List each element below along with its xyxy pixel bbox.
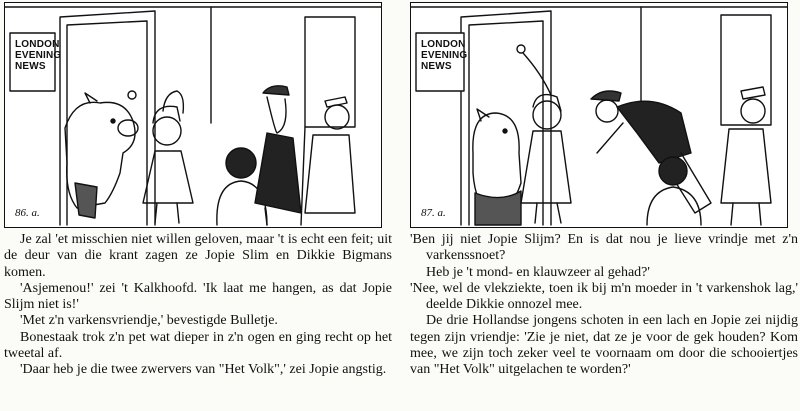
left-illustration — [4, 2, 382, 228]
sign-line: EVENING — [15, 50, 62, 61]
panel-number: 87. a. — [421, 207, 446, 219]
sign-line: LONDON — [15, 39, 60, 50]
right-comic-panel — [410, 2, 798, 379]
right-illustration — [410, 2, 788, 228]
right-drawing — [411, 3, 787, 227]
caption-paragraph: 'Met z'n varkensvriendje,' bevestigde Bulletje. — [20, 313, 278, 329]
caption-paragraph: De drie Hollandse jongens schoten in een lach en Jopie zei nijdig tegen zijn vriendje: 'Zie je niet, dat ze je voor de gek houden? Kom mee, we zijn toch zeker veel te voornaam om door die schooiertjes van "Het Volk" uitgelachen te worden?' — [410, 313, 798, 378]
caption-paragraph: 'Asjemenou!' zei 't Kalkhoofd. 'Ik laat me hangen, as dat Jopie Slijm niet is!' — [4, 280, 392, 313]
left-comic-panel — [4, 2, 392, 379]
caption-paragraph: Je zal 'et misschien niet willen geloven, maar 't is echt een feit; uit de deur van die krant zagen ze Jopie Slim en Dikkie Bigmans komen. — [4, 232, 392, 280]
sign-line: NEWS — [421, 61, 452, 72]
caption-paragraph: Heb je 't mond- en klauwzeer al gehad?' — [426, 264, 650, 280]
right-caption — [410, 232, 798, 379]
sign-line: LONDON — [421, 39, 466, 50]
caption-paragraph: 'Ben jij niet Jopie Slijm? En is dat nou je lieve vrindje met z'n varkenssnoet? — [410, 232, 798, 264]
left-caption — [4, 232, 392, 379]
panel-number: 86. a. — [15, 207, 40, 219]
caption-paragraph: 'Nee, wel de vlekziekte, toen ik bij m'n moeder in 't varkenshok lag,' deelde Dikkie onnozel mee. — [410, 280, 798, 313]
sign-line: EVENING — [421, 50, 468, 61]
caption-paragraph: Bonestaak trok z'n pet wat dieper in z'n ogen en ging recht op het tweetal af. — [4, 329, 392, 362]
caption-paragraph: 'Daar heb je die twee zwervers van "Het Volk",' zei Jopie angstig. — [20, 362, 387, 378]
sign-text — [15, 39, 61, 72]
left-drawing — [5, 3, 381, 227]
sign-text — [421, 39, 467, 72]
sign-line: NEWS — [15, 61, 46, 72]
